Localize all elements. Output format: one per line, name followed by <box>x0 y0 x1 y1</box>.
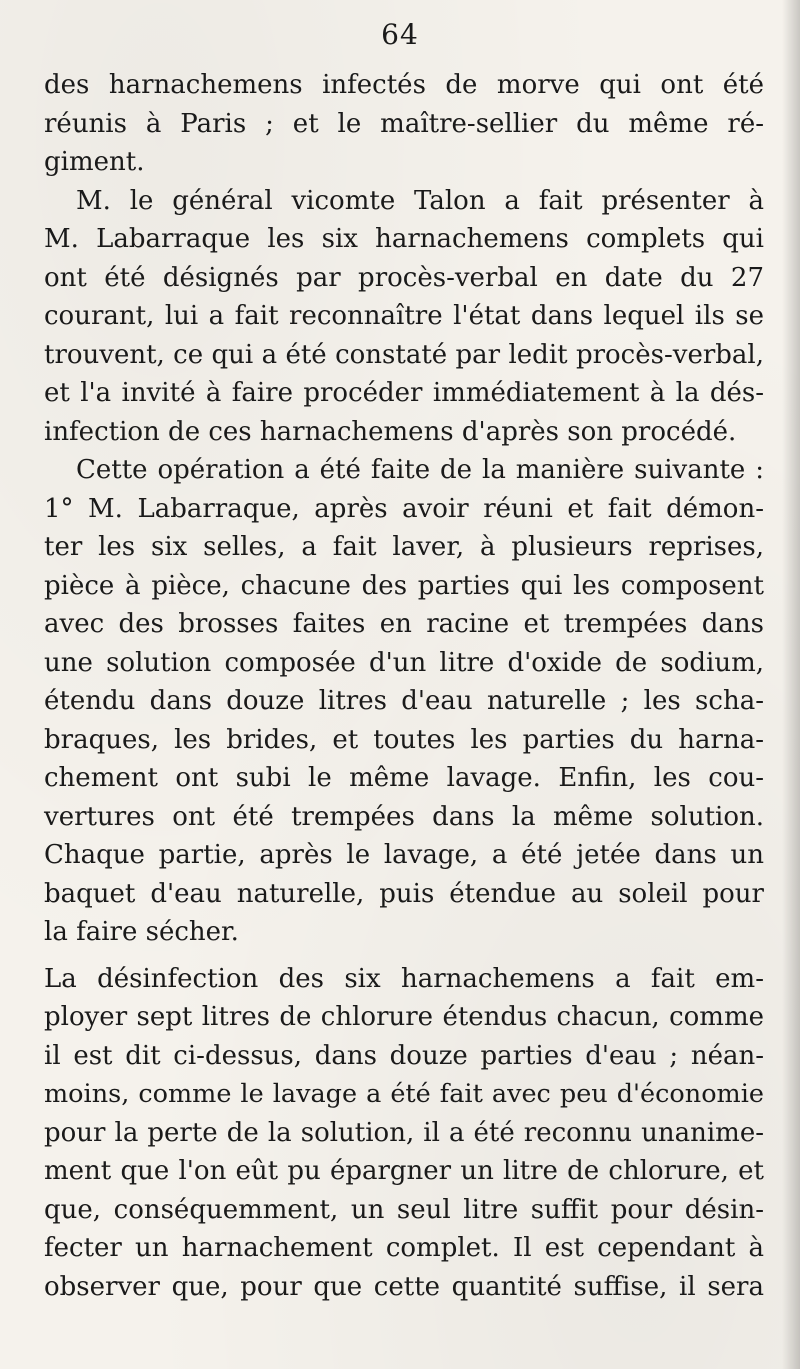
text-line: ont été désignés par procès-verbal en date du 27 <box>44 262 764 293</box>
text-line: courant, lui a fait reconnaître l'état dans lequel ils se <box>44 301 764 331</box>
text-line: ment que l'on eût pu épargner un litre de chlorure, et <box>44 1156 764 1186</box>
text-line: 1° M. Labarraque, après avoir réuni et fait démon- <box>44 493 764 524</box>
text-line: que, conséquemment, un seul litre suffit pour désin- <box>44 1194 764 1225</box>
text-line: des harnachemens infectés de morve qui ont été <box>44 70 764 100</box>
body-text <box>44 66 764 1306</box>
text-line: il est dit ci-dessus, dans douze parties d'eau ; néan- <box>44 1040 764 1071</box>
text-line: baquet d'eau naturelle, puis étendue au soleil pour <box>44 878 764 909</box>
text-line: giment. <box>44 147 145 177</box>
text-line: infection de ces harnachemens d'après son procédé. <box>44 416 737 447</box>
text-line: pour la perte de la solution, il a été reconnu unanime- <box>44 1117 764 1148</box>
text-line: une solution composée d'un litre d'oxide de sodium, <box>44 647 764 678</box>
text-line: chement ont subi le même lavage. Enfin, les cou- <box>44 763 764 793</box>
text-line: pièce à pièce, chacune des parties qui les composent <box>44 570 764 601</box>
page-edge-shadow <box>782 0 800 1369</box>
text-line: observer que, pour que cette quantité suffise, il sera <box>44 1271 764 1302</box>
text-line: ployer sept litres de chlorure étendus chacun, comme <box>44 1002 764 1032</box>
text-line: M. le général vicomte Talon a fait présenter à <box>76 185 764 216</box>
text-line: moins, comme le lavage a été fait avec peu d'économie <box>44 1079 764 1109</box>
text-line: fecter un harnachement complet. Il est cependant à <box>44 1233 764 1263</box>
text-line: vertures ont été trempées dans la même solution. <box>44 801 764 832</box>
text-line: avec des brosses faites en racine et trempées dans <box>44 609 764 639</box>
text-line: et l'a invité à faire procéder immédiatement à la dés- <box>44 378 764 408</box>
text-line: braques, les brides, et toutes les parties du harna- <box>44 724 764 755</box>
text-line: Chaque partie, après le lavage, a été jetée dans un <box>44 840 764 870</box>
text-line: réunis à Paris ; et le maître-sellier du même ré- <box>44 108 764 139</box>
text-line: la faire sécher. <box>44 917 239 947</box>
text-line: M. Labarraque les six harnachemens complets qui <box>44 224 764 254</box>
paragraph-gap <box>44 952 764 960</box>
text-line: étendu dans douze litres d'eau naturelle ; les scha- <box>44 686 764 716</box>
page-number: 64 <box>381 18 419 51</box>
text-line: ter les six selles, a fait laver, à plusieurs reprises, <box>44 532 764 562</box>
text-line: La désinfection des six harnachemens a fait em- <box>44 963 764 994</box>
text-line: Cette opération a été faite de la manière suivante : <box>76 455 764 485</box>
text-line: trouvent, ce qui a été constaté par ledit procès-verbal, <box>44 339 764 370</box>
